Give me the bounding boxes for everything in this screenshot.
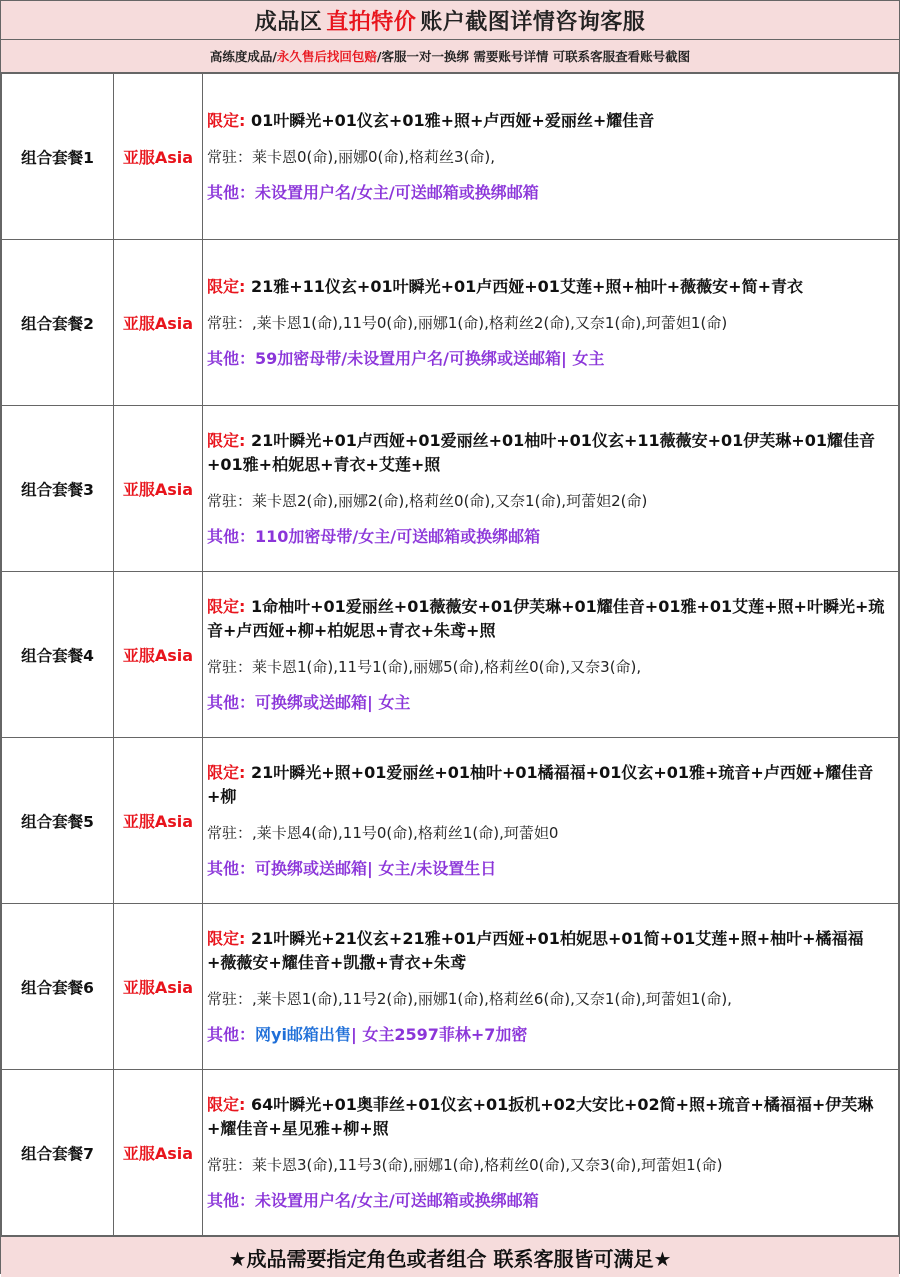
title-highlight: 直拍特价 [326, 9, 417, 35]
title-left: 成品区 [254, 9, 323, 35]
page-title [1, 1, 899, 40]
other-line [207, 181, 892, 205]
other-line [207, 1023, 892, 1047]
limited-characters: 21叶瞬光+01卢西娅+01爱丽丝+01柚叶+01仪玄+11薇薇安+01伊芙琳+01耀佳音+01雅+柏妮思+青衣+艾莲+照 [207, 430, 875, 474]
other-line [207, 525, 892, 549]
package-row [2, 240, 899, 406]
package-row [2, 904, 899, 1070]
package-row [2, 1070, 899, 1236]
limited-characters: 21雅+11仪玄+01叶瞬光+01卢西娅+01艾莲+照+柚叶+薇薇安+简+青衣 [250, 276, 803, 296]
package-details [203, 904, 899, 1070]
package-details [203, 572, 899, 738]
limited-line [207, 927, 892, 975]
limited-label: 限定: [207, 110, 246, 130]
server-label: 亚服Asia [114, 74, 203, 240]
package-row [2, 738, 899, 904]
regular-line: 常驻：莱卡恩3(命),11号3(命),丽娜1(命),格莉丝0(命),又奈3(命),珂蕾妲1(命) [207, 1155, 723, 1174]
limited-line [207, 429, 892, 477]
limited-characters: 64叶瞬光+01奥菲丝+01仪玄+01扳机+02大安比+02简+照+琉音+橘福福+伊芙琳+耀佳音+星见雅+柳+照 [207, 1094, 874, 1138]
server-label: 亚服Asia [114, 904, 203, 1070]
other-label: 其他： [207, 1024, 256, 1044]
footer-note: ★成品需要指定角色或者组合 联系客服皆可满足★ [1, 1236, 899, 1277]
title-right: 账户截图详情咨询客服 [420, 9, 646, 35]
limited-line [207, 761, 892, 809]
other-label: 其他： [207, 1190, 256, 1210]
regular-line: 常驻：莱卡恩2(命),丽娜2(命),格莉丝0(命),又奈1(命),珂蕾妲2(命) [207, 491, 648, 510]
limited-label: 限定: [207, 928, 246, 948]
regular-line: 常驻：莱卡恩1(命),11号1(命),丽娜5(命),格莉丝0(命),又奈3(命), [207, 657, 642, 676]
package-details [203, 240, 899, 406]
package-name: 组合套餐7 [2, 1070, 114, 1236]
other-line [207, 691, 892, 715]
other-line [207, 1189, 892, 1213]
other-label: 其他： [207, 182, 256, 202]
package-name: 组合套餐6 [2, 904, 114, 1070]
package-table [1, 73, 899, 1236]
other-text: 110加密母带/女主/可送邮箱或换绑邮箱 [255, 526, 541, 546]
other-label: 其他： [207, 858, 256, 878]
package-details [203, 406, 899, 572]
package-rows [2, 74, 899, 1236]
limited-label: 限定: [207, 1094, 246, 1114]
package-details [203, 738, 899, 904]
limited-label: 限定: [207, 596, 246, 616]
package-row [2, 572, 899, 738]
package-name: 组合套餐1 [2, 74, 114, 240]
package-name: 组合套餐3 [2, 406, 114, 572]
package-row [2, 74, 899, 240]
other-text: 可换绑或送邮箱| 女主/未设置生日 [255, 858, 497, 878]
subtitle-part1: 高练度成品/ [209, 49, 277, 64]
regular-line: 常驻：,莱卡恩1(命),11号2(命),丽娜1(命),格莉丝6(命),又奈1(命),珂蕾妲1(命), [207, 989, 732, 1008]
limited-characters: 21叶瞬光+照+01爱丽丝+01柚叶+01橘福福+01仪玄+01雅+琉音+卢西娅+耀佳音+柳 [207, 762, 874, 806]
package-name: 组合套餐5 [2, 738, 114, 904]
other-label: 其他： [207, 692, 256, 712]
server-label: 亚服Asia [114, 240, 203, 406]
limited-label: 限定: [207, 276, 246, 296]
regular-line: 常驻：,莱卡恩1(命),11号0(命),丽娜1(命),格莉丝2(命),又奈1(命),珂蕾妲1(命) [207, 313, 728, 332]
limited-characters: 01叶瞬光+01仪玄+01雅+照+卢西娅+爱丽丝+耀佳音 [250, 110, 655, 130]
limited-line [207, 595, 892, 643]
server-label: 亚服Asia [114, 1070, 203, 1236]
limited-characters: 21叶瞬光+21仪玄+21雅+01卢西娅+01柏妮思+01简+01艾莲+照+柚叶+橘福福+薇薇安+耀佳音+凯撒+青衣+朱鸢 [207, 928, 864, 972]
other-text: | 女主2597菲林+7加密 [350, 1024, 528, 1044]
subtitle-guarantee: 永久售后找回包赔 [276, 49, 377, 64]
subtitle-notice [1, 40, 899, 73]
regular-line: 常驻：,莱卡恩4(命),11号0(命),格莉丝1(命),珂蕾妲0 [207, 823, 559, 842]
other-highlight: 网yi邮箱出售 [255, 1024, 351, 1044]
server-label: 亚服Asia [114, 406, 203, 572]
other-label: 其他： [207, 526, 256, 546]
regular-line: 常驻：莱卡恩0(命),丽娜0(命),格莉丝3(命), [207, 147, 496, 166]
limited-line [207, 275, 892, 299]
limited-line [207, 1093, 892, 1141]
other-line [207, 857, 892, 881]
limited-characters: 1命柚叶+01爱丽丝+01薇薇安+01伊芙琳+01耀佳音+01雅+01艾莲+照+叶瞬光+琉音+卢西娅+柳+柏妮思+青衣+朱鸢+照 [207, 596, 885, 640]
limited-label: 限定: [207, 430, 246, 450]
server-label: 亚服Asia [114, 738, 203, 904]
other-text: 未设置用户名/女主/可送邮箱或换绑邮箱 [255, 182, 539, 202]
limited-line [207, 109, 892, 133]
other-text: 可换绑或送邮箱| 女主 [255, 692, 411, 712]
package-details [203, 74, 899, 240]
other-text: 59加密母带/未设置用户名/可换绑或送邮箱| 女主 [255, 348, 605, 368]
package-row [2, 406, 899, 572]
limited-label: 限定: [207, 762, 246, 782]
package-name: 组合套餐4 [2, 572, 114, 738]
package-details [203, 1070, 899, 1236]
other-line [207, 347, 892, 371]
subtitle-part3: /客服一对一换绑 需要账号详情 可联系客服查看账号截图 [376, 49, 691, 64]
package-name: 组合套餐2 [2, 240, 114, 406]
other-text: 未设置用户名/女主/可送邮箱或换绑邮箱 [255, 1190, 539, 1210]
other-label: 其他： [207, 348, 256, 368]
server-label: 亚服Asia [114, 572, 203, 738]
